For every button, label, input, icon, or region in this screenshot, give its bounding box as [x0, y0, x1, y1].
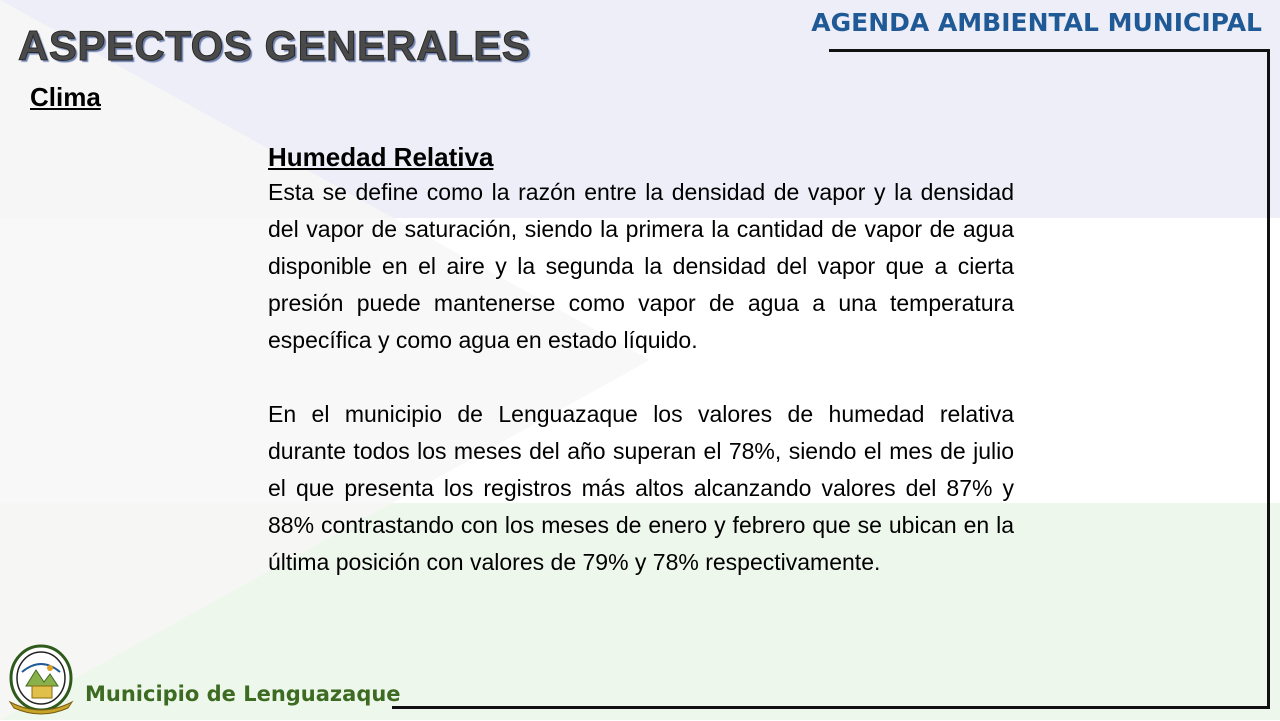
frame-line-bottom [392, 706, 1270, 709]
frame-line-top [829, 49, 1270, 52]
definition-paragraph: Esta se define como la razón entre la densidad de vapor y la densidad del vapor de saturación, siendo la primera la cantidad de vapor de agua disponible en el aire y la segunda la densidad del vapor que a cierta presión puede mantenerse como vapor de agua a una temperatura específica y como agua en estado líquido. [268, 179, 1014, 353]
municipal-seal-icon [8, 642, 78, 716]
municipality-paragraph: En el municipio de Lenguazaque los valores de humedad relativa durante todos los meses del año superan el 78%, siendo el mes de julio el que presenta los registros más altos alcanzando valores del 87% y 88% contrastando con los meses de enero y febrero que se ubican en la última posición con valores de 79% y 78% respectivamente. [268, 401, 1014, 575]
frame-line-right [1267, 49, 1270, 709]
section-subtitle: Clima [30, 82, 101, 112]
municipality-name: Municipio de Lenguazaque [85, 682, 401, 706]
page-title: ASPECTOS GENERALES [18, 22, 531, 69]
content-block [268, 140, 1014, 581]
agenda-header-title: AGENDA AMBIENTAL MUNICIPAL [811, 8, 1262, 37]
section-heading: Humedad Relativa [268, 142, 494, 172]
